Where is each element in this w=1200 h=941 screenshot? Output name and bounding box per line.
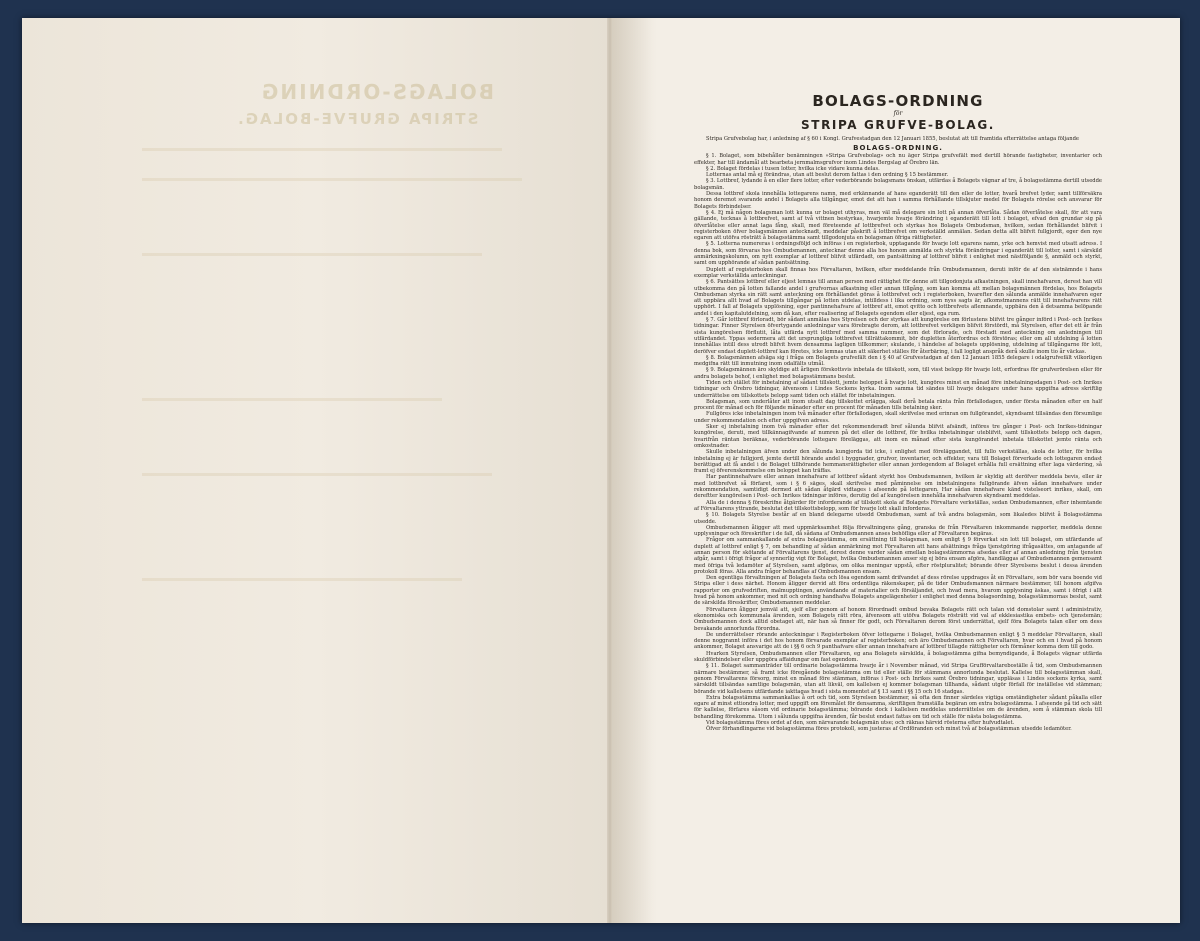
- paragraph: Ombudsmannen åligger att med uppmärksamhet följa förvaltningens gång, granska de från Förvaltaren inkommande rapporter, meddela denne upplysningar och föreskrifter i de fall, då sådana af Ombudsmannen anses behöfliga eller af Förvaltaren begäras.: [694, 524, 1102, 538]
- document-subtitle: STRIPA GRUFVE-BOLAG.: [801, 118, 995, 132]
- intro-paragraph: Stripa Grufvebolag har, i anledning af § 60 i Kongl. Grufvestadgan den 12 Januari 1855, beslutat att till framtida efterrättelse antaga följande: [706, 136, 1079, 142]
- paragraph: Den egentliga förvaltningen af Bolagets fasta och lösa egendom samt drifvandet af dess rörelse uppdrages åt en Förvaltare, som bör vara boende vid Stripa eller i dess närhet. Honom åligger dervid att föra ordentliga räkenskaper, på de tider Ombudsmannen närmare bestämmer, till honom afgifva rapporter om grufvedriften, malmupptingen, användande af materialier och försäljandet, och hvad mera, hvarom upplysning äskas, samt i öfrigt i allt hvad på honom ankommer, med nit och ordning handhafva Bolagets angelägenheter i enlighet med denna bolagsordning, bolagsstämmornas beslut, samt de särskilda föreskrifter, Ombudsmannen meddelar.: [694, 575, 1102, 607]
- paragraph: § 4. Ej må någon bolagsman lott kunna ur bolaget uthyras, men väl må delegare sin lott på annan öfverlåta. Sådan öfverlåtelse skall, för att vara gällande, tecknas å lottbrefvet, samt af två vittnen bestyrkas, hvarjemte hvarje förändring i eganderätt till lott i bolaget, efvad den grundar sig på öfverlåtelse eller annat laga fång, skall, med företeende af lottbrefvet och styrkas hos Bolagets Ombudsman, hvilken, sedan förhållandet blifvit i registerboken öfver bolagsmännen antecknadt, meddelar påskrift å lottbrefvet om verkställd anmälan. Sedan detta allt blifvit fullgjordt, eger den nye egaren att utöfva rösträtt å bolagsstämma samt tillgodonjuta en bolagsman öfriga rättigheter.: [694, 209, 1102, 242]
- paragraph: Vid bolagsstämma föres ordet af den, som närvarande bolagsmän utse; och räknas härvid rösterna efter hufvudtalet.: [706, 720, 1015, 727]
- paragraph: § 7. Går lottbref förloradt, bör sådant anmälas hos Styrelsen och der styrkas att kungörelse om förlustens blifvit tre gånger införd i Post- och Inrikes tidningar. Finner Styrelsen öfvertygande anledningar vara förebragte derom, att lottbrefvet verkligen blifvit förstördt, må Styrelsen, efter det ett år från sista kungörelsen förflutit, låta utfärda nytt lottbref med samma nummer, som det förlorade, och förstadt med anteckning om anledningen till utfärdandet. Yppas sedermera att det ursprungliga lottbrefvet tillrättakommit, bör dupletten återfordras och förstöras; eller om all utdelning å lotten innehållas intill dess utredt blifvit hvem densamma lagligen tillkommer; skulande, i händelse af bolagets upplösning, utdelning af tillgångarne för lott, deröfver endast duplett-lottbref kan företes, icke lemnas utan att säkerhet ställes för återbäring, i fall logligt anspråk derå skulle inom tio år väckas.: [694, 317, 1102, 355]
- bleed-through-subtitle: STRIPA GRUFVE-BOLAG.: [236, 110, 479, 128]
- paragraph: Öfver förhandlingarne vid bolagsstämma föres protokoll, som justeras af Ordföranden och minst två af bolagsstämman utsedde ledamöter.: [706, 726, 1072, 733]
- paragraph: Bolagsman, som underlåter att inom utsatt dag tillskottet erlägga, skall derå betala ränta från förfallodagen, under första månaden efter en half procent för månad och för följande månader efter en procent för månaden tills betalning sker.: [694, 398, 1102, 412]
- paragraph: § 8. Bolagsmännen afsäga sig i fråga om Bolagets grufvefält den i § 40 af Grufvestadgan af den 12 Januari 1855 delegare i odalgrufvefält vilkorligen medgifna rätt till inmutning inom odalfälts utmål.: [694, 354, 1102, 368]
- paragraph: Hvarken Styrelsen, Ombudsmannen eller Förvaltaren, eg ana Bolagets särskilda, å bolagsstämma gifna bemyndigande, å Bolagets vägnar utfärda skuldförbindelser eller uppgöra affaidungar om fast egendom.: [694, 650, 1102, 664]
- paragraph: Duplett af registerboken skall finnas hos Förvaltaren, hvilken, efter meddelande från Ombudsmannen, deruti inför de af den sistnämnde i hans exemplar verkställda anteckningar.: [694, 266, 1102, 279]
- paragraph-list: [694, 153, 1102, 732]
- document-content: [694, 92, 1102, 733]
- bleed-through-line: [142, 253, 482, 256]
- paragraph: Fullgöres icke inbetalningen inom två månader efter förfallodagen, skall skrifvelse med erinran om fullgörandet, skyndsamt tillsändas den försumlige under rekommendation och efter uppgifven adress.: [694, 411, 1102, 424]
- paragraph: Alla de i denna § föreskrifne åtgärder för inforderande af tillskott skola af Bolagets Förvaltare verkställas, sedan Ombudsmannen, efter inhemtande af Förvaltarens yttrande, beslutat det tillskottsbelopp, som för hvarje lott skall inforderas.: [694, 499, 1102, 512]
- bleed-through-title: BOLAGS-ORDNING: [260, 80, 494, 104]
- paragraph: Dessa lottbref skola innehålla lottegarens namn, med erkännande af hans eganderätt till den eller de lotter, hvarå brefvet lyder, samt tillförsäkra honom deremot svarande andel i Bolagets alla tillgångar, emot det att han i samma förhållande tillskjuter medel för Bolagets rörelse och ansvarar för Bolagets förbindelser.: [694, 191, 1102, 210]
- bleed-through-line: [142, 473, 492, 476]
- paragraph: Har pantinnehafvare eller annan innehafvare af lottbref sådant styrkt hos Ombudsmannen, hvilken är skyldig att deröfver meddela bevis, eller är med lottbrefvet så förfaret, som i § 6 säges, skall skrifvelse med påminnelse om inbetalningens fullgörande äfven sådan innehafvare under rekommendation, samtidigt dermed att sådan åtgärd vidtages i afseende på lottegaren. Har sådan innehafvare känd vistelseort inrikes, skall, om dereftter kungörelsen i Post- och Inrikes tidningar införes, derutig del af kungörelsen innehålla innehafvaren skyndsamt meddelas.: [694, 474, 1102, 500]
- section-heading: BOLAGS-ORDNING.: [853, 144, 943, 153]
- paragraph: § 5. Lotterna numereras i ordningsföljd och införas i en registerbok, upptagande för hvarje lott egarens namn, yrke och hemvist med utsatt adress. I denna bok, som förvaras hos Ombudsmannen, antecknar denne alla hos honom anmälda och styrkta förändringar i eganderätt till lotter, samt i särskild anmärkningskolumn, om nytt exemplar af lottbref blifvit utfärdadt, om pantsättning af lottbref blifvit i enlighet med nästföljande §, anmäld och styrkt, samt om upphörande af sådan pantsättning.: [694, 241, 1102, 267]
- paragraph: § 2. Bolaget fördelas i tusen lotter, hvilka icke vidare kunna delas.: [706, 165, 880, 172]
- title-for-label: för: [893, 110, 903, 117]
- bleed-through-line: [142, 178, 522, 181]
- paragraph: Lotternas antal må ej förändras, utan att beslut derom fattas i den ordning § 15 bestämmer.: [706, 172, 949, 179]
- right-page: [612, 18, 1180, 923]
- paragraph: § 9. Bolagsmännen äro skyldige att årligen förskottsvis inbetala de tillskott, som, till visst belopp för hvarje lott, erfordras för grufverörelsen eller för andra bolagets behof, i enlighet med bolagsstämmans beslut.: [694, 367, 1102, 380]
- paragraph: Extra bolagsstämma sammankallas å ort och tid, som Styrelsen bestämmer, så ofta den finner särdeles vigtiga omständigheter sådant påkalla eller egare af minst ettiondra lotter, med uppgift om föremålet för densamma, skriftligen framställa begäran om extra bolagsstämma. I afseende på tid och sätt för kallelse, förfares såsom vid ordinarie bolagsstämma; börande dock i kallelsen meddelas underrättelse om de ärenden, som å stämman skola till behandling förekomma. Utom i sålunda uppgifna ärenden, får beslut endast fattas om tid och ställe för nästa bolagsstämma.: [694, 694, 1102, 720]
- paragraph: § 3. Lottbref, lydande å en eller flere lotter, efter vederbörande bolagsmans önskan, utfärdas å Bolagets vägnar af tre, å bolagsstämma dertill utsedde bolagsmän.: [694, 178, 1102, 191]
- left-page: [22, 18, 609, 923]
- paragraph: De underrättelser rörande anteckningar i Registerboken öfver lottegarne i Bolaget, hvilka Ombudsmannen enligt § 5 meddelar Förvaltaren, skall denne noggrannt införa i det hos honom förvarade exemplar af registerboken; och äro Ombudsmannen och Förvaltaren, hvar och en i hvad på honom ankommer, Bolaget ansvarige att de i §§ 6 och 9 panthafvare eller annan innehafvare af lottbref tillagde rättigheter och förmåner komma dem till godo.: [694, 631, 1102, 651]
- bleed-through-line: [142, 398, 442, 401]
- paragraph: § 6. Pantsättes lottbref eller eljest lemnas till annan person med rättighet för denne att tillgodonjuta afkastningen, skall innehafvaren, derest han vill utbekomma den på lotten fallande andel i grufvornas afkastning eller annan tillgång, som kan komma att mellan bolagsmännen fördelas, hos Bolagets Ombudsman styrka sin rätt samt anteckning om förhållandet göras å lottbrefvet och i registerboken, hvarefter den sålunda anmälde innehafvaren eger att uppbära allt hvad af Bolagets tillgångar på lotten utdelas, intilldess i lika ordning, som nyss sagts är, afkomstmannens rätt till innehafvarens rätt upphört. I fall af Bolagets upplösning, eger pantinnehafvare af lottbref att, emot qvitto och lottbrefvets aflemnande, uppbära den å detsamma belöpande andel i den kapitalutdelning, som då kan, efter realisering af Bolagets egendom eller eljest, ega rum.: [694, 279, 1102, 317]
- document-spread: [22, 18, 1180, 923]
- fold-shadow: [612, 18, 652, 923]
- paragraph: Sker ej inbetalning inom två månader efter det rekommenderadt bref sålunda blifvit afsändt, införes tre gånger i Post- och Inrikes-tidningar kungörelse, deruti, med tillkännagifvande af numren på det eller de lottbref, för hvilka inbetalningar uteblifvit, samt tillskottets belopp och dagen, hvarifrån räntan beräknas, vederbörande lottegare föreläggas, att inom en månad efter sista kungörandet inbetala tillskottet jemte ränta och omkostnader.: [694, 424, 1102, 449]
- paragraph: § 1. Bolaget, som bibehåller benämningen »Stripa Grufvebolag» och nu äger Stripa grufvefält med dertill hörande fastigheter, inventarier och effekter, har till ändamål att bearbeta jernmalmsgrufvor inom Lindes Bergslag af Örebro län.: [694, 153, 1102, 166]
- paragraph: Tiden och stället för inbetalning af sådant tillskott, jemte beloppet å hvarje lott, kungöres minst en månad före inbetalningsdagen i Post- och Inrikes tidningar och Örebro tidningar, äfvensom i Lindes Sockens kyrka. Inom samma tid sändes till hvarje delegare under hans uppgifna adress skriftlig underrättelse om tillskottets belopp samt tiden och stället för inbetalningen.: [694, 379, 1102, 399]
- paragraph: Frågor om sammankallande af extra bolagsstämma, om ersättning till bolagsman, som enligt § 9 förverkat sin lott till bolaget, om utfärdande af duplett af lottbref enligt § 7, om behandling af sådan anmärkning mot Förvaltaren att hans afsättnings fråga tjenstgöring ifrågasättes, om antagande af annan person för skötande af Förvaltarens tjenst, derest denne varder sådan emellan bolagsstämmorna afsedas eller af annan anledning från tjensten afgår, samt i öfrigt frågor af synnerlig vigt för Bolaget, hvilka Ombudsmannen anser sig ej böra ensam afgöra, handläggas af Ombudsmannen gemensamt med öfriga två ledamöter af Styrelsen, samt afgöras, om olika meningar uppstå, efter röstpluralitet; börande öfver Styrelsens beslut i dessa ärenden protokoll föras. Alla andra frågor behandlas af Ombudsmannen ensam.: [694, 537, 1102, 575]
- bleed-through-line: [142, 578, 462, 581]
- paragraph: § 10. Bolagets Styrelse består af en bland delegarne utsedd Ombudsman, samt af två andra bolagsmän, som likaledes blifvit å Bolagsstämma utsedde.: [694, 512, 1102, 525]
- paragraph: Skulle inbetalningen äfven under den sålunda kungjorda tid icke, i enlighet med föreläggandet, till fullo verkställas, skola de lotter, för hvilka inbetalning ej är fullgjord, jemte dertill hörande andel i byggnader, grufvor, inventarier, och effekter, vara till Bolaget förverkade och lottegaren endast berättigad att få andel i de Bolaget tillhörande hemmansrättigheter eller annan jordegendom af Bolaget erhålla full ersättning efter laga värdering, så framt ej öfverenskommelse om beloppet kan träffas.: [694, 449, 1102, 475]
- paragraph: Förvaltaren åligger jemväl att, sjelf eller genom af honom förordnadt ombud bevaka Bolagets rätt och talan vid domstolar samt i administrativ, ekonomiska och kommunala ärenden, som Bolagets rätt röra, äfvensom att utöfva Bolagets rösträtt vid val af ekklesiastika embets- och tjenstemän; Ombudsmannen dock alltid obetaget att, när han så finner för godt, och Förvaltaren derom först underrättat, sjelf föra Bolagets talan eller om dess bevakande annorlunda förordna.: [694, 606, 1102, 632]
- bleed-through-line: [142, 148, 502, 151]
- paragraph: § 11. Bolaget sammanträder till ordinarie bolagsstämma hvarje år i November månad, vid Stripa Grufförvaltareboställe å tid, som Ombudsmannen närmare bestämmer, så framt icke föregående bolagsstämma om tid eller ställe för stämmans annorlunda beslutat. Kallelse till bolagsstämman skall, genom Förvaltarens försorg, minst en månad före stämman, införas i Post- och Inrikes samt Örebro tidningar, uppläsas i Lindes sockens kyrka, samt särskildt tillsändas samtlige bolagsmän, utan att likväl, om kallelsen ej kommer bolagsman tillhanda, sådant utgör förfall för inställelse vid stämman; börande vid kallelsens utfärdande iakttagas hvad i sista momentet af § 13 samt i §§ 15 och 16 stadgas.: [694, 663, 1102, 695]
- document-title: BOLAGS-ORDNING: [812, 92, 984, 110]
